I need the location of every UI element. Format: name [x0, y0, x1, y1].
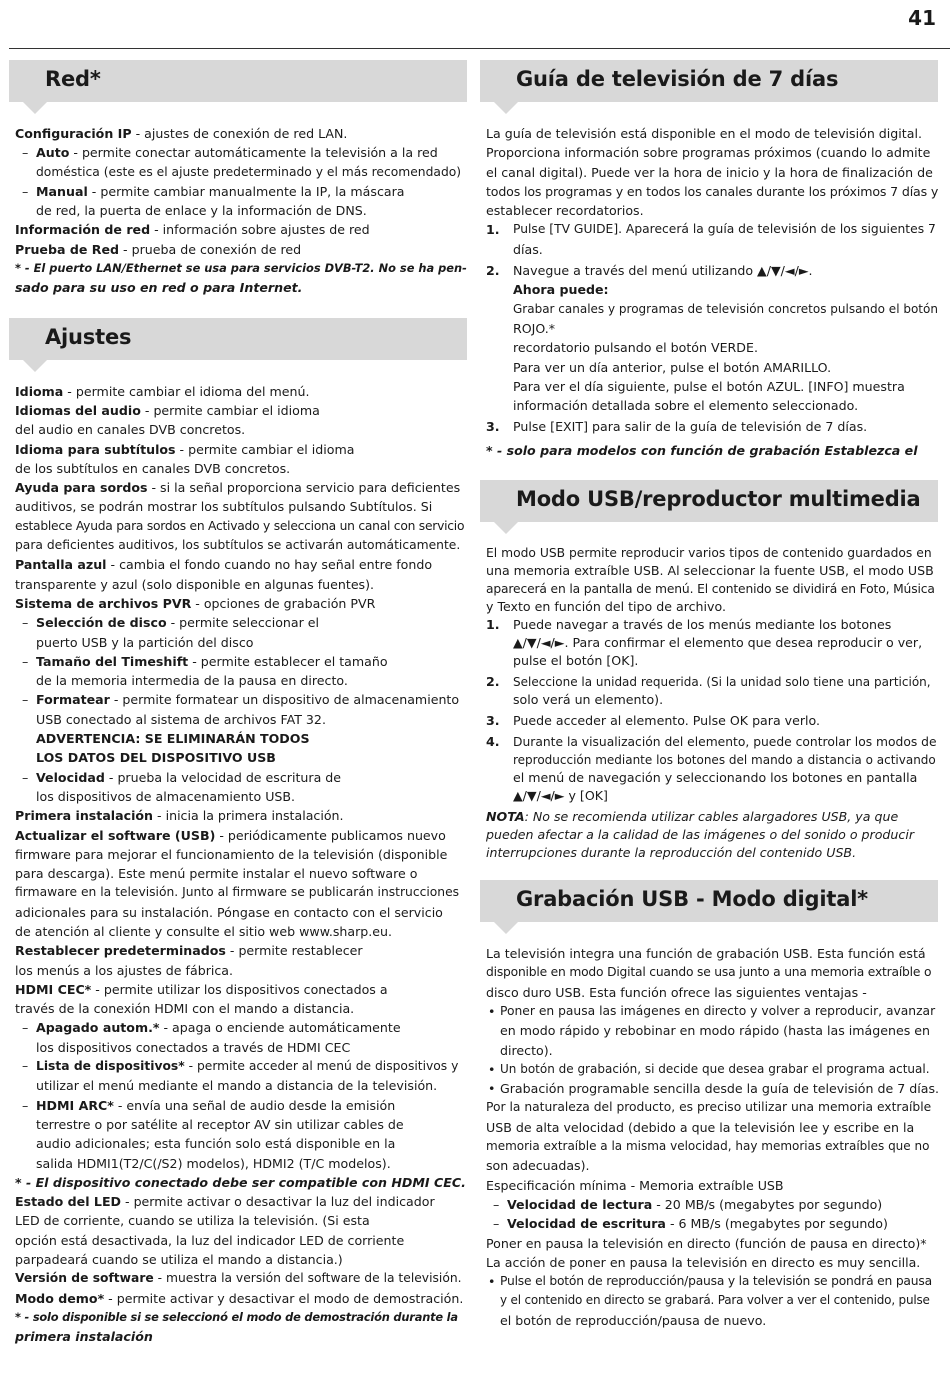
paragraph: el canal digital). Puede ver la hora de inicio y la hora de finalización de [486, 164, 933, 180]
paragraph: Actualizar el software (USB) - periódicamente publicamos nuevo [15, 827, 446, 843]
section-header-red [9, 60, 467, 102]
paragraph: doméstica (este es el ajuste predeterminado y el más recomendado) [36, 164, 462, 179]
list-item: – Velocidad de lectura - 20 MB/s (megabytes por segundo) [486, 1195, 938, 1214]
numbered-step: 1. Puede navegar a través de los menús mediante los botones ▲/▼/◄/►. Para confirmar el elemento que desea reproducir o ver, pulse el botón [OK]. [486, 617, 923, 669]
paragraph: puerto USB y la partición del disco [36, 634, 254, 650]
list-item: – HDMI ARC* - envía una señal de audio desde la emisión [15, 1096, 467, 1115]
section-title-guia: Guía de televisión de 7 días [516, 67, 839, 91]
section-title-ajustes: Ajustes [45, 324, 132, 349]
paragraph: Pantalla azul - cambia el fondo cuando no hay señal entre fondo [15, 557, 433, 573]
section-header-ajustes [9, 318, 467, 360]
paragraph: Ayuda para sordos - si la señal proporciona servicio para deficientes [15, 480, 461, 496]
paragraph: La guía de televisión está disponible en el modo de televisión digital. [486, 126, 922, 141]
section-body-red [9, 124, 467, 298]
paragraph: de la memoria intermedia de la pausa en directo. [36, 673, 348, 689]
paragraph: Configuración IP - ajustes de conexión de red LAN. [15, 126, 348, 141]
paragraph: LED de corriente, cuando se utiliza la televisión. (Si esta [15, 1213, 370, 1229]
list-item: – Lista de dispositivos* - permite acceder al menú de dispositivos y [15, 1057, 467, 1076]
section-title-usb: Modo USB/reproductor multimedia [516, 487, 921, 512]
note: interrupciones durante la reproducción del contenido USB. [486, 845, 857, 861]
numbered-step: 4. Durante la visualización del elemento, puede controlar los modos de reproducción mediante los botones del mando a distancia o activando el menú de navegación y seleccionando los botones en pantalla ▲/▼/◄/► y [OK] [486, 734, 937, 804]
paragraph: audio adicionales; esta función solo está disponible en la [36, 1136, 396, 1152]
paragraph: transparente y azul (solo disponible en algunas fuentes). [15, 576, 375, 592]
paragraph: utilizar el menú mediante el mando a distancia de la televisión. [36, 1078, 438, 1094]
paragraph: Modo demo* - permite activar y desactivar el modo de demostración. [15, 1290, 464, 1306]
paragraph: través de la conexión HDMI con el mando a distancia. [15, 1001, 355, 1017]
list-item: – Manual - permite cambiar manualmente la IP, la máscara [15, 182, 467, 201]
paragraph: Idioma - permite cambiar el idioma del menú. [15, 383, 310, 399]
paragraph: El modo USB permite reproducir varios tipos de contenido guardados en [486, 546, 932, 561]
numbered-step: 1. Pulse [TV GUIDE]. Aparecerá la guía de televisión de los siguientes 7 días. [486, 222, 936, 257]
list-item: – Auto - permite conectar automáticamente la televisión a la red [15, 143, 467, 162]
paragraph: los dispositivos conectados a través de HDMI CEC [36, 1039, 351, 1055]
list-item: – Velocidad de escritura - 6 MB/s (megabytes por segundo) [486, 1214, 938, 1233]
paragraph: disco duro USB. Esta función ofrece las siguientes ventajas - [486, 984, 867, 1000]
list-item: – Tamaño del Timeshift - permite establecer el tamaño [15, 652, 467, 671]
paragraph: una memoria extraíble USB. Al seleccionar la fuente USB, el modo USB [486, 563, 934, 579]
paragraph: Idioma para subtítulos - permite cambiar el idioma [15, 441, 355, 457]
paragraph: Versión de software - muestra la versión del software de la televisión. [15, 1271, 462, 1286]
numbered-step: 2. Seleccione la unidad requerida. (Si la unidad solo tiene una partición, solo verá un elemento). [486, 674, 931, 708]
section-body-usb [480, 544, 938, 862]
paragraph: firmware para mejorar el funcionamiento de la televisión (disponible [15, 846, 448, 862]
paragraph: auditivos, se podrán mostrar los subtítulos pulsando Subtítulos. Si [15, 499, 433, 515]
paragraph: de red, la puerta de enlace y la información de DNS. [36, 203, 367, 219]
paragraph: Idiomas del audio - permite cambiar el idioma [15, 402, 320, 418]
paragraph: los menús a los ajustes de fábrica. [15, 962, 234, 978]
paragraph: Sistema de archivos PVR - opciones de grabación PVR [15, 595, 376, 611]
bullet-item: • Grabación programable sencilla desde la guía de televisión de 7 días. [486, 1079, 938, 1098]
paragraph: disponible en modo Digital cuando se usa junto a una memoria extraíble o [486, 965, 932, 980]
section-title-red: Red* [45, 67, 101, 91]
left-column [9, 60, 467, 1347]
bullet-item: • Pulse el botón de reproducción/pausa y la televisión se pondrá en pausa y el contenido en directo se grabará. Para volver a ver el contenido, pulse el botón de reproducción/pausa de nuevo. [486, 1272, 938, 1330]
paragraph: adicionales para su instalación. Póngase en contacto con el servicio [15, 904, 443, 920]
paragraph: aparecerá en la pantalla de menú. El contenido se dividirá en Foto, Música [486, 582, 935, 597]
paragraph: USB de alta velocidad (debido a que la televisión lee y escribe en la [486, 1119, 915, 1135]
paragraph: Poner en pausa la televisión en directo (función de pausa en directo)* [486, 1235, 927, 1251]
footnote: * - solo disponible si se seleccionó el modo de demostración durante la [15, 1309, 458, 1324]
list-item: – Selección de disco - permite seleccionar el [15, 613, 467, 632]
section-title-grabacion: Grabación USB - Modo digital* [516, 887, 868, 912]
section-header-usb [480, 480, 938, 522]
section-header-grabacion [480, 880, 938, 922]
footnote: primera instalación [15, 1329, 153, 1345]
right-column [480, 60, 938, 1330]
paragraph: y Texto en función del tipo de archivo. [486, 599, 726, 615]
section-body-grabacion [480, 944, 938, 1330]
paragraph: opción está desactivada, la luz del indicador LED de corriente [15, 1232, 405, 1248]
list-item: – Formatear - permite formatear un dispositivo de almacenamiento [15, 690, 467, 709]
paragraph: Especificación mínima - Memoria extraíble USB [486, 1177, 784, 1193]
paragraph: USB conectado al sistema de archivos FAT 32. [36, 711, 326, 727]
paragraph: Información de red - información sobre ajustes de red [15, 222, 370, 238]
paragraph: Prueba de Red - prueba de conexión de red [15, 241, 302, 257]
paragraph: establece Ayuda para sordos en Activado y selecciona un canal con servicio [15, 518, 465, 533]
footnote: * - solo para modelos con función de grabación Establezca el [486, 442, 918, 458]
paragraph: establecer recordatorios. [486, 203, 644, 219]
paragraph: son adecuadas). [486, 1158, 590, 1174]
footnote: * - El puerto LAN/Ethernet se usa para servicios DVB-T2. No se ha pen- [15, 261, 467, 276]
section-body-ajustes [9, 382, 467, 1347]
bullet-item: • Un botón de grabación, si decide que desea grabar el programa actual. [486, 1060, 938, 1079]
top-rule [9, 48, 950, 49]
paragraph: todos los programas y en todos los canales durante los próximos 7 días y [486, 183, 939, 199]
paragraph: Estado del LED - permite activar o desactivar la luz del indicador [15, 1194, 435, 1210]
paragraph: del audio en canales DVB concretos. [15, 422, 246, 438]
paragraph: La televisión integra una función de grabación USB. Esta función está [486, 946, 926, 962]
paragraph: memoria extraíble a la misma velocidad, hay memorias extraíbles que no [486, 1139, 930, 1154]
footnote: sado para su uso en red o para Internet. [15, 280, 303, 296]
paragraph: de los subtítulos en canales DVB concretos. [15, 460, 291, 476]
section-header-guia [480, 60, 938, 102]
paragraph: para descarga). Este menú permite instalar el nuevo software o [15, 866, 418, 882]
paragraph: Primera instalación - inicia la primera instalación. [15, 808, 344, 824]
page-number: 41 [908, 6, 936, 30]
paragraph: Restablecer predeterminados - permite restablecer [15, 943, 363, 959]
paragraph: Proporciona información sobre programas próximos (cuando lo admite [486, 145, 931, 161]
paragraph: HDMI CEC* - permite utilizar los dispositivos conectados a [15, 981, 388, 997]
note: NOTA: No se recomienda utilizar cables alargadores USB, ya que [486, 809, 899, 825]
note: pueden afectar a la calidad de las imágenes o del sonido o producir [486, 827, 915, 843]
numbered-step: 2. Navegue a través del menú utilizando ▲/▼/◄/►. Ahora puede: Grabar canales y programas de televisión concretos pulsando el botón ROJO.* recordatorio pulsando el botón VERDE. Para ver un día anterior, pulse el botón AMARILLO. Para ver el día siguiente, pulse el botón AZUL. [INFO] muestra información detallada sobre el elemento seleccionado. [486, 263, 938, 414]
paragraph: firmaware en la televisión. Junto al firmware se publicarán instrucciones [15, 885, 460, 900]
section-body-guia [480, 124, 938, 460]
bullet-item: • Poner en pausa las imágenes en directo y volver a reproducir, avanzar en modo rápido y rebobinar en modo rápido (hasta las imágenes en directo). [486, 1002, 938, 1060]
paragraph: La acción de poner en pausa la televisión en directo es muy sencilla. [486, 1254, 921, 1270]
paragraph: terrestre o por satélite al receptor AV sin utilizar cables de [36, 1116, 404, 1132]
paragraph: parpadeará cuando se utiliza el mando a distancia.) [15, 1252, 343, 1268]
list-item: – Velocidad - prueba la velocidad de escritura de [15, 768, 467, 787]
paragraph: de atención al cliente y consulte el sitio web www.sharp.eu. [15, 923, 393, 939]
warning-text: LOS DATOS DEL DISPOSITIVO USB [36, 750, 276, 766]
footnote: * - El dispositivo conectado debe ser compatible con HDMI CEC. [15, 1174, 466, 1190]
numbered-step: 3. Puede acceder al elemento. Pulse OK para verlo. [486, 713, 821, 729]
paragraph: salida HDMI1(T2/C(/S2) modelos), HDMI2 (T/C modelos). [36, 1155, 391, 1171]
paragraph: para deficientes auditivos, los subtítulos se activarán automáticamente. [15, 538, 461, 553]
paragraph: Por la naturaleza del producto, es preciso utilizar una memoria extraíble [486, 1100, 932, 1115]
numbered-step: 3. Pulse [EXIT] para salir de la guía de televisión de 7 días. [486, 419, 868, 435]
list-item: – Apagado autom.* - apaga o enciende automáticamente [15, 1018, 467, 1037]
paragraph: los dispositivos de almacenamiento USB. [36, 788, 296, 804]
warning-text: ADVERTENCIA: SE ELIMINARÁN TODOS [36, 731, 310, 747]
